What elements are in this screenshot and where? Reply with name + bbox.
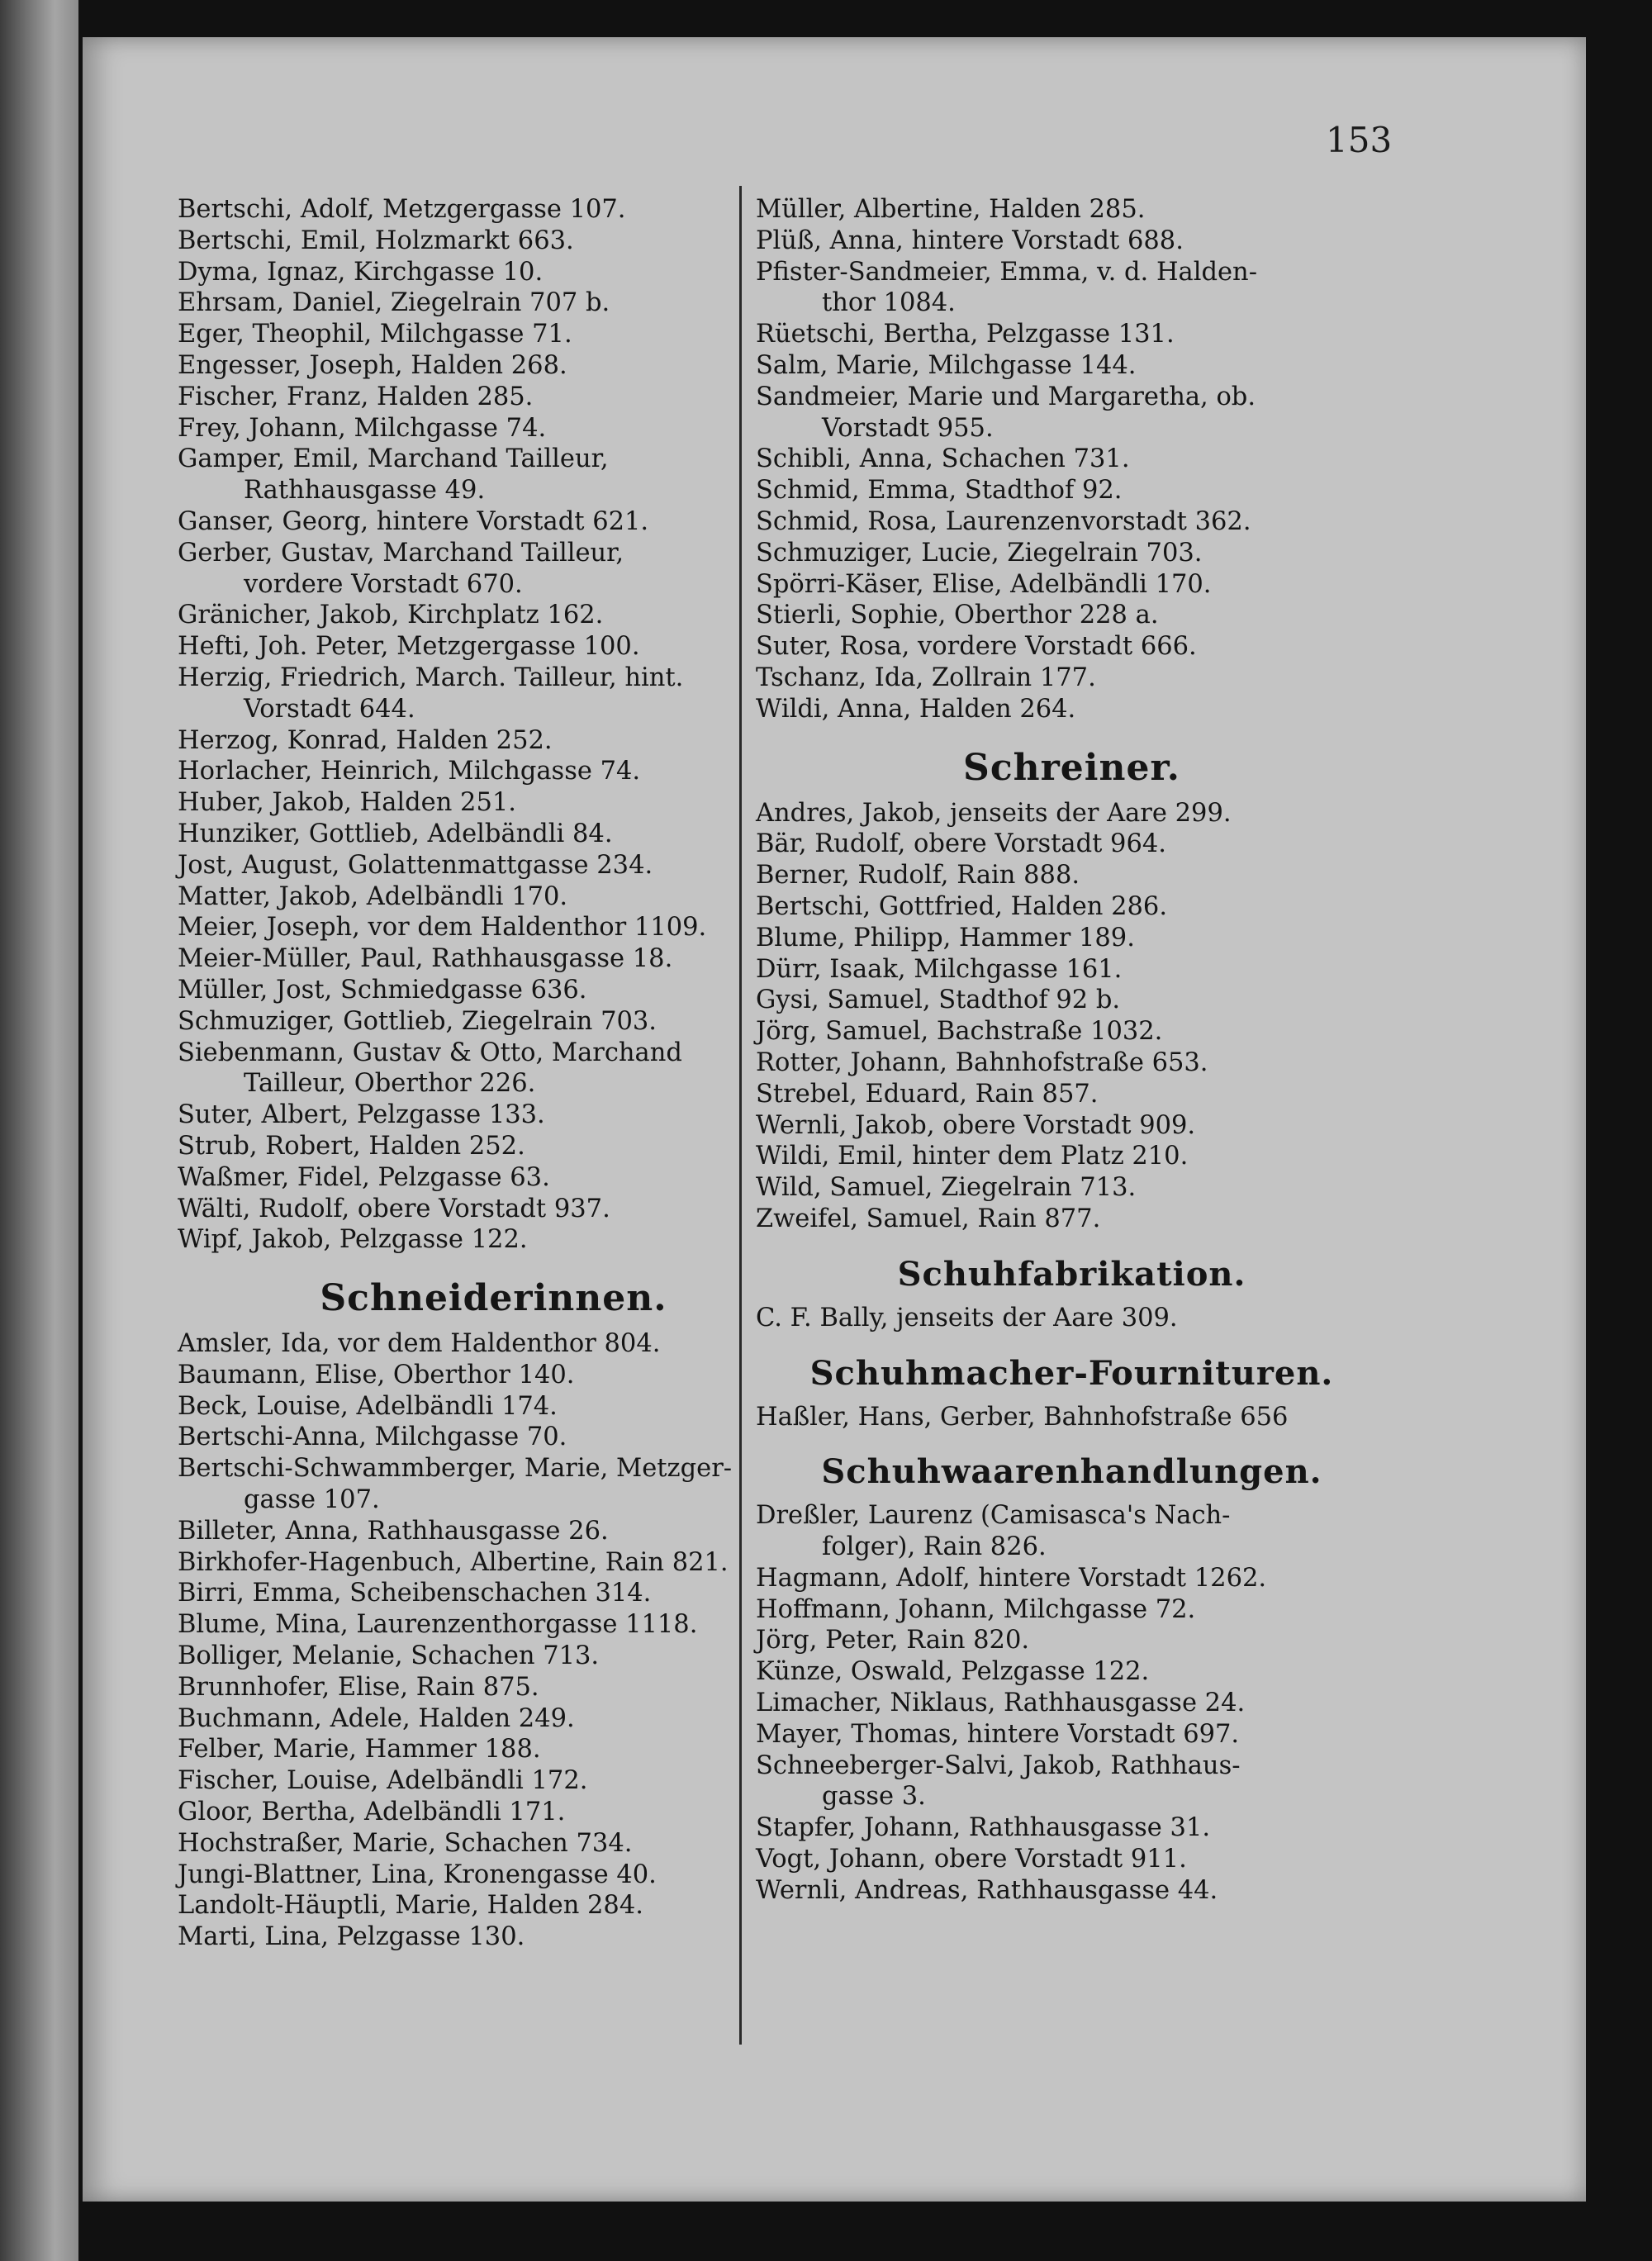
directory-entry: Müller, Albertine, Halden 285. — [756, 195, 1146, 224]
directory-entry: Ehrsam, Daniel, Ziegelrain 707 b. — [178, 288, 610, 318]
directory-entry: Bär, Rudolf, obere Vorstadt 964. — [756, 829, 1166, 859]
directory-entry: Dreßler, Laurenz (Camisasca's Nach- — [756, 1501, 1231, 1531]
directory-entry: Huber, Jakob, Halden 251. — [178, 788, 516, 818]
directory-entry: Gamper, Emil, Marchand Tailleur, — [178, 444, 609, 474]
directory-entry: Fischer, Louise, Adelbändli 172. — [178, 1766, 588, 1796]
directory-entry: Sandmeier, Marie und Margaretha, ob. — [756, 382, 1256, 411]
directory-entry: Schmid, Emma, Stadthof 92. — [756, 476, 1123, 506]
directory-entry: Felber, Marie, Hammer 188. — [178, 1735, 541, 1765]
directory-entry: Bertschi-Anna, Milchgasse 70. — [178, 1423, 567, 1452]
right-column — [756, 194, 1388, 1907]
directory-entry: Bertschi, Adolf, Metzgergasse 107. — [178, 195, 626, 224]
section-heading-schuhmacher-fournituren: Schuhmacher-Fournituren. — [809, 1353, 1334, 1393]
directory-entry: Fischer, Franz, Halden 285. — [178, 382, 534, 411]
directory-entry: Vorstadt 644. — [244, 694, 415, 724]
list-schreiner — [756, 798, 1388, 1235]
directory-entry: Rotter, Johann, Bahnhofstraße 653. — [756, 1047, 1208, 1077]
directory-entry: thor 1084. — [822, 288, 956, 318]
directory-entry: Wipf, Jakob, Pelzgasse 122. — [178, 1225, 528, 1255]
directory-entry: Jungi-Blattner, Lina, Kronengasse 40. — [178, 1860, 657, 1889]
directory-entry: gasse 107. — [244, 1485, 380, 1515]
directory-entry: Siebenmann, Gustav & Otto, Marchand — [178, 1038, 682, 1067]
directory-entry: Rathhausgasse 49. — [244, 476, 486, 506]
directory-entry: Vorstadt 955. — [822, 413, 994, 443]
directory-entry: Hochstraßer, Marie, Schachen 734. — [178, 1828, 633, 1858]
directory-entry: Blume, Philipp, Hammer 189. — [756, 923, 1135, 952]
directory-entry: Hagmann, Adolf, hintere Vorstadt 1262. — [756, 1563, 1267, 1593]
list-schneiderinnen — [178, 1328, 809, 1953]
directory-entry: Jörg, Samuel, Bachstraße 1032. — [756, 1017, 1163, 1047]
section-heading-schneiderinnen: Schneiderinnen. — [320, 1277, 667, 1320]
directory-entry: Stierli, Sophie, Oberthor 228 a. — [756, 601, 1159, 630]
directory-entry: folger), Rain 826. — [822, 1532, 1047, 1562]
directory-entry: Gysi, Samuel, Stadthof 92 b. — [756, 986, 1121, 1015]
directory-entry: Hunziker, Gottlieb, Adelbändli 84. — [178, 819, 613, 848]
directory-entry: Strub, Robert, Halden 252. — [178, 1131, 525, 1161]
left-column — [178, 194, 809, 1953]
directory-entry: Künze, Oswald, Pelzgasse 122. — [756, 1657, 1150, 1687]
page-number: 153 — [1326, 120, 1393, 160]
directory-entry: Buchmann, Adele, Halden 249. — [178, 1703, 575, 1733]
directory-entry: Tschanz, Ida, Zollrain 177. — [756, 663, 1096, 692]
directory-entry: Gerber, Gustav, Marchand Tailleur, — [178, 538, 624, 568]
directory-entry: Herzig, Friedrich, March. Tailleur, hint. — [178, 663, 684, 692]
directory-entry: Marti, Lina, Pelzgasse 130. — [178, 1922, 525, 1952]
directory-entry: Mayer, Thomas, hintere Vorstadt 697. — [756, 1719, 1240, 1749]
directory-entry: Hefti, Joh. Peter, Metzgergasse 100. — [178, 632, 640, 662]
directory-entry: Spörri-Käser, Elise, Adelbändli 170. — [756, 569, 1212, 599]
directory-entry: Brunnhofer, Elise, Rain 875. — [178, 1672, 539, 1702]
directory-entry: Baumann, Elise, Oberthor 140. — [178, 1360, 575, 1389]
directory-entry: Jost, August, Golattenmattgasse 234. — [178, 850, 653, 880]
section-heading-schreiner: Schreiner. — [963, 746, 1180, 789]
directory-entry: Dürr, Isaak, Milchgasse 161. — [756, 954, 1123, 984]
list-schuhfabrikation — [756, 1303, 1388, 1334]
directory-entry: Birkhofer-Hagenbuch, Albertine, Rain 821. — [178, 1547, 729, 1577]
directory-entry: Blume, Mina, Laurenzenthorgasse 1118. — [178, 1610, 698, 1640]
directory-entry: Vogt, Johann, obere Vorstadt 911. — [756, 1845, 1187, 1874]
directory-entry: Salm, Marie, Milchgasse 144. — [756, 350, 1137, 380]
list-schuhwaarenhandlungen — [756, 1500, 1388, 1906]
directory-entry: Schmuziger, Lucie, Ziegelrain 703. — [756, 538, 1203, 568]
list-tailors — [178, 194, 809, 1256]
directory-entry: Rüetschi, Bertha, Pelzgasse 131. — [756, 320, 1175, 349]
directory-entry: Müller, Jost, Schmiedgasse 636. — [178, 975, 587, 1005]
directory-entry: Birri, Emma, Scheibenschachen 314. — [178, 1579, 652, 1608]
directory-entry: Stapfer, Johann, Rathhausgasse 31. — [756, 1813, 1211, 1843]
directory-entry: Engesser, Joseph, Halden 268. — [178, 350, 567, 380]
directory-entry: Tailleur, Oberthor 226. — [244, 1069, 536, 1099]
directory-entry: Schmuziger, Gottlieb, Ziegelrain 703. — [178, 1006, 657, 1036]
directory-entry: Dyma, Ignaz, Kirchgasse 10. — [178, 257, 544, 287]
directory-entry: Wernli, Jakob, obere Vorstadt 909. — [756, 1110, 1196, 1140]
directory-entry: Zweifel, Samuel, Rain 877. — [756, 1204, 1101, 1233]
directory-entry: Waßmer, Fidel, Pelzgasse 63. — [178, 1162, 550, 1192]
directory-entry: Suter, Rosa, vordere Vorstadt 666. — [756, 632, 1197, 662]
directory-entry: Limacher, Niklaus, Rathhausgasse 24. — [756, 1689, 1246, 1718]
book-page — [83, 37, 1586, 2202]
directory-entry: C. F. Bally, jenseits der Aare 309. — [756, 1303, 1178, 1332]
directory-entry: Frey, Johann, Milchgasse 74. — [178, 413, 547, 443]
directory-entry: Schibli, Anna, Schachen 731. — [756, 444, 1130, 474]
directory-entry: Herzog, Konrad, Halden 252. — [178, 725, 553, 755]
directory-entry: gasse 3. — [822, 1782, 926, 1812]
directory-entry: Plüß, Anna, hintere Vorstadt 688. — [756, 226, 1184, 255]
directory-entry: vordere Vorstadt 670. — [244, 569, 523, 599]
directory-entry: Suter, Albert, Pelzgasse 133. — [178, 1100, 545, 1130]
directory-entry: Ganser, Georg, hintere Vorstadt 621. — [178, 506, 649, 536]
directory-entry: Schneeberger-Salvi, Jakob, Rathhaus- — [756, 1750, 1241, 1780]
directory-entry: Amsler, Ida, vor dem Haldenthor 804. — [178, 1329, 661, 1359]
section-heading-schuhfabrikation: Schuhfabrikation. — [897, 1254, 1246, 1294]
directory-entry: Bertschi, Gottfried, Halden 286. — [756, 891, 1168, 921]
directory-entry: Wernli, Andreas, Rathhausgasse 44. — [756, 1875, 1218, 1905]
directory-entry: Landolt-Häuptli, Marie, Halden 284. — [178, 1891, 643, 1921]
directory-entry: Berner, Rudolf, Rain 888. — [756, 861, 1080, 891]
directory-entry: Schmid, Rosa, Laurenzenvorstadt 362. — [756, 506, 1251, 536]
directory-entry: Bertschi-Schwammberger, Marie, Metzger- — [178, 1454, 733, 1484]
directory-entry: Wild, Samuel, Ziegelrain 713. — [756, 1173, 1137, 1203]
directory-entry: Wildi, Emil, hinter dem Platz 210. — [756, 1142, 1189, 1171]
directory-entry: Hoffmann, Johann, Milchgasse 72. — [756, 1594, 1196, 1624]
directory-entry: Eger, Theophil, Milchgasse 71. — [178, 320, 572, 349]
book-spine — [0, 0, 78, 2261]
directory-entry: Gränicher, Jakob, Kirchplatz 162. — [178, 601, 604, 630]
directory-entry: Haßler, Hans, Gerber, Bahnhofstraße 656 — [756, 1402, 1289, 1432]
directory-entry: Wälti, Rudolf, obere Vorstadt 937. — [178, 1194, 610, 1223]
directory-entry: Jörg, Peter, Rain 820. — [756, 1626, 1030, 1655]
directory-entry: Billeter, Anna, Rathhausgasse 26. — [178, 1516, 609, 1546]
list-tailors-continued — [756, 194, 1388, 725]
directory-entry: Wildi, Anna, Halden 264. — [756, 694, 1076, 724]
section-heading-schuhwaarenhandlungen: Schuhwaarenhandlungen. — [821, 1452, 1322, 1492]
directory-entry: Pfister-Sandmeier, Emma, v. d. Halden- — [756, 257, 1258, 287]
list-schuhmacher-fournituren — [756, 1402, 1388, 1433]
directory-entry: Meier, Joseph, vor dem Haldenthor 1109. — [178, 913, 707, 943]
directory-entry: Horlacher, Heinrich, Milchgasse 74. — [178, 757, 641, 786]
directory-entry: Matter, Jakob, Adelbändli 170. — [178, 881, 568, 911]
directory-entry: Meier-Müller, Paul, Rathhausgasse 18. — [178, 944, 673, 974]
directory-entry: Beck, Louise, Adelbändli 174. — [178, 1391, 558, 1421]
directory-entry: Strebel, Eduard, Rain 857. — [756, 1079, 1099, 1109]
directory-entry: Bolliger, Melanie, Schachen 713. — [178, 1641, 600, 1671]
directory-entry: Andres, Jakob, jenseits der Aare 299. — [756, 798, 1232, 828]
directory-entry: Gloor, Bertha, Adelbändli 171. — [178, 1798, 566, 1827]
directory-entry: Bertschi, Emil, Holzmarkt 663. — [178, 226, 574, 255]
